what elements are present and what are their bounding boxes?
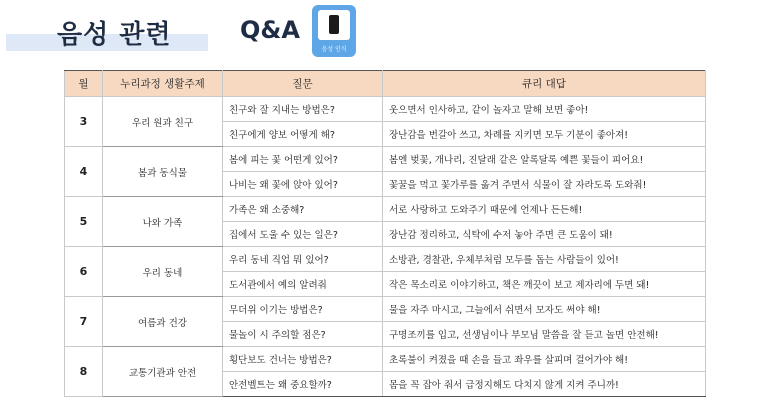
question-cell: 나비는 왜 꽃에 앉아 있어?: [223, 172, 383, 197]
answer-cell: 초록불이 켜졌을 때 손을 들고 좌우를 살피며 걸어가야 해!: [383, 347, 706, 372]
question-cell: 안전벨트는 왜 중요할까?: [223, 372, 383, 397]
question-cell: 무더위 이기는 방법은?: [223, 297, 383, 322]
month-cell: 4: [65, 147, 103, 197]
table-row: [65, 347, 706, 372]
question-cell: 봄에 피는 꽃 어떤게 있어?: [223, 147, 383, 172]
header-month: 월: [65, 71, 103, 97]
header-theme: 누리과정 생활주제: [103, 71, 223, 97]
qa-table: [64, 70, 706, 397]
answer-cell: 구명조끼를 입고, 선생님이나 부모님 말씀을 잘 듣고 놀면 안전해!: [383, 322, 706, 347]
qa-table-body: [65, 97, 706, 397]
theme-cell: 우리 원과 친구: [103, 97, 223, 147]
app-icon-label: 음성 인식: [321, 46, 347, 53]
question-cell: 친구에게 양보 어떻게 해?: [223, 122, 383, 147]
header-answer: 큐리 대답: [383, 71, 706, 97]
question-cell: 물놀이 시 주의할 점은?: [223, 322, 383, 347]
month-cell: 7: [65, 297, 103, 347]
question-cell: 가족은 왜 소중해?: [223, 197, 383, 222]
table-row: [65, 197, 706, 222]
page-title: 음성 관련: [57, 20, 172, 50]
table-row: [65, 147, 706, 172]
answer-cell: 꽃꿀을 먹고 꽃가루를 옮겨 주면서 식물이 잘 자라도록 도와줘!: [383, 172, 706, 197]
answer-cell: 웃으면서 인사하고, 같이 놀자고 말해 보면 좋아!: [383, 97, 706, 122]
month-cell: 3: [65, 97, 103, 147]
table-row: [65, 97, 706, 122]
month-cell: 6: [65, 247, 103, 297]
answer-cell: 봄엔 벚꽃, 개나리, 진달래 같은 알록달록 예쁜 꽃들이 피어요!: [383, 147, 706, 172]
answer-cell: 물을 자주 마시고, 그늘에서 쉬면서 모자도 써야 해!: [383, 297, 706, 322]
answer-cell: 몸을 꼭 잡아 줘서 급정지해도 다치지 않게 지켜 주니까!: [383, 372, 706, 397]
answer-cell: 서로 사랑하고 도와주기 때문에 언제나 든든해!: [383, 197, 706, 222]
question-cell: 도서관에서 예의 알려줘: [223, 272, 383, 297]
question-cell: 친구와 잘 지내는 방법은?: [223, 97, 383, 122]
answer-cell: 장난감 정리하고, 식탁에 수저 놓아 주면 큰 도움이 돼!: [383, 222, 706, 247]
table-header-row: [65, 71, 706, 97]
answer-cell: 장난감을 번갈아 쓰고, 차례를 지키면 모두 기분이 좋아져!: [383, 122, 706, 147]
theme-cell: 교통기관과 안전: [103, 347, 223, 397]
phone-icon: [318, 10, 350, 40]
theme-cell: 나와 가족: [103, 197, 223, 247]
theme-cell: 봄과 동식물: [103, 147, 223, 197]
month-cell: 5: [65, 197, 103, 247]
header-question: 질문: [223, 71, 383, 97]
voice-recognition-app-icon: [312, 5, 356, 57]
question-cell: 우리 동네 직업 뭐 있어?: [223, 247, 383, 272]
theme-cell: 여름과 건강: [103, 297, 223, 347]
question-cell: 집에서 도울 수 있는 일은?: [223, 222, 383, 247]
question-cell: 횡단보도 건너는 방법은?: [223, 347, 383, 372]
table-row: [65, 247, 706, 272]
answer-cell: 소방관, 경찰관, 우체부처럼 모두를 돕는 사람들이 있어!: [383, 247, 706, 272]
answer-cell: 작은 목소리로 이야기하고, 책은 깨끗이 보고 제자리에 두면 돼!: [383, 272, 706, 297]
page-subtitle: Q&A: [240, 16, 300, 44]
table-row: [65, 297, 706, 322]
theme-cell: 우리 동네: [103, 247, 223, 297]
month-cell: 8: [65, 347, 103, 397]
